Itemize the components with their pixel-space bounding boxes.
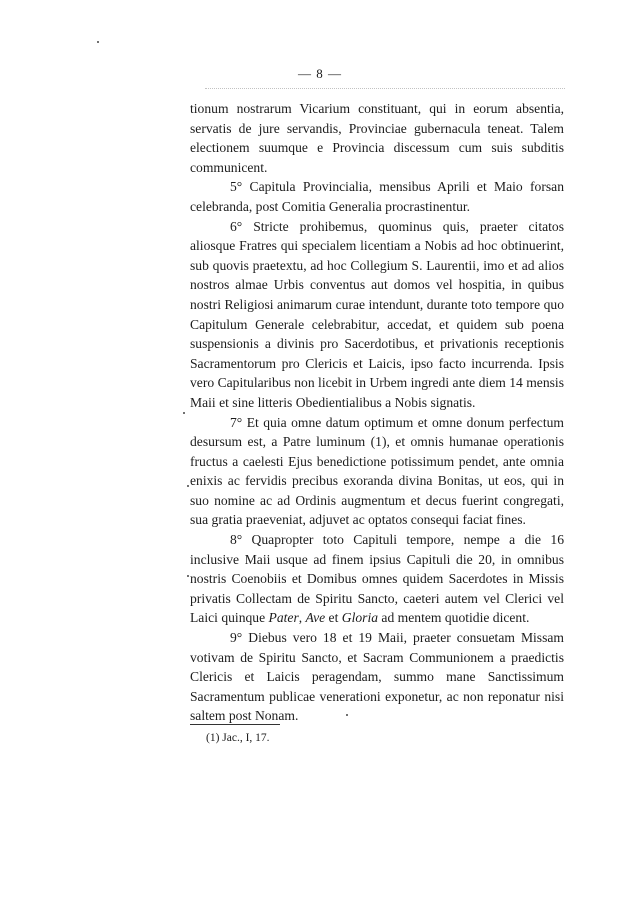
body-text <box>190 99 564 726</box>
speck-mark <box>187 575 189 577</box>
speck-mark <box>187 485 189 487</box>
page-number: — 8 — <box>298 66 342 81</box>
footnote: (1) Jac., I, 17. <box>206 732 270 744</box>
paragraph-5: 5° Capitula Provincialia, mensibus Aprili et Maio forsan celebranda, post Comitia Generalia procrastinentur. <box>190 179 564 214</box>
speck-mark <box>183 412 185 414</box>
paragraph-7: 7° Et quia omne datum optimum et omne donum perfectum desursum est, a Patre luminum (1), et omnis humanae operationis fructus a caelesti Ejus benedictione potissimum pendet, ante omnia enixis ac fervidis precibus exoranda divina Bonitas, ut eos, qui in suo nomine ac ad Ordinis augmentum et decus fuerint congregati, sua gratia praeveniat, adjuvet ac optatos consequi faciat fines. <box>190 414 564 528</box>
footnote-rule <box>190 724 280 725</box>
paragraph-continuation: tionum nostrarum Vicarium constituant, qui in eorum absentia, servatis de jure servandis, Provinciae gubernacula teneat. Talem electionem suumque e Provincia discessum cum suis subditis communicent. <box>190 101 564 175</box>
speck-mark <box>346 714 348 716</box>
paragraph-8: 8° Quapropter toto Capituli tempore, nempe a die 16 inclusive Maii usque ad finem ipsius Capituli die 20, in omnibus nostris Coenobiis et Domibus omnes quidem Sacerdotes in Missis privatis Collectam de Spiritu Sancto, caeteri autem vel Clerici vel Laici quinque Pater, Ave et Gloria ad mentem quotidie dicent. <box>190 532 564 626</box>
paragraph-9: 9° Diebus vero 18 et 19 Maii, praeter consuetam Missam votivam de Spiritu Sancto, et Sacram Communionem a praedictis Clericis et Laicis peragendam, summo mane Sanctissimum Sacramentum publicae venerationi exponetur, ac non reponatur nisi saltem post Nonam. <box>190 630 564 724</box>
et-word: et <box>325 610 342 626</box>
pater-word: Pater <box>268 610 299 626</box>
gloria-word: Gloria <box>341 610 379 626</box>
paragraph-8-start: 8° Quapropter toto Capituli tempore, nempe a die 16 inclusive Maii usque ad finem ipsius Capituli die 20, in omnibus nostris Coenobiis et Domibus omnes quidem Sacerdotes in Missis privatis Collectam de Spiritu Sancto, caeteri autem vel Clerici vel Laici quinque <box>190 532 564 626</box>
header-rule <box>205 88 565 89</box>
paragraph-6: 6° Stricte prohibemus, quominus quis, praeter citatos aliosque Fratres qui specialem licentiam a Nobis ad hoc obtinuerint, sub quovis praetextu, ad hoc Collegium S. Laurentii, imo et ad alios nostros almae Urbis conventus aut domos vel hospitia, in quibus nostri Religiosi animarum curae intendunt, durante toto tempore quo Capitulum Generale celebrabitur, accedat, et quidem sub poena suspensionis a divinis pro Sacerdotibus, et privationis receptionis Sacramentorum pro Clericis et Laicis, ipso facto incurrenda. Ipsis vero Capitularibus non licebit in Urbem ingredi ante diem 14 mensis Maii et sine litteris Obedientialibus a Nobis signatis. <box>190 218 564 410</box>
ave-word: Ave <box>305 610 326 626</box>
paragraph-8-end: ad mentem quotidie dicent. <box>378 610 530 626</box>
speck-mark <box>97 41 99 43</box>
